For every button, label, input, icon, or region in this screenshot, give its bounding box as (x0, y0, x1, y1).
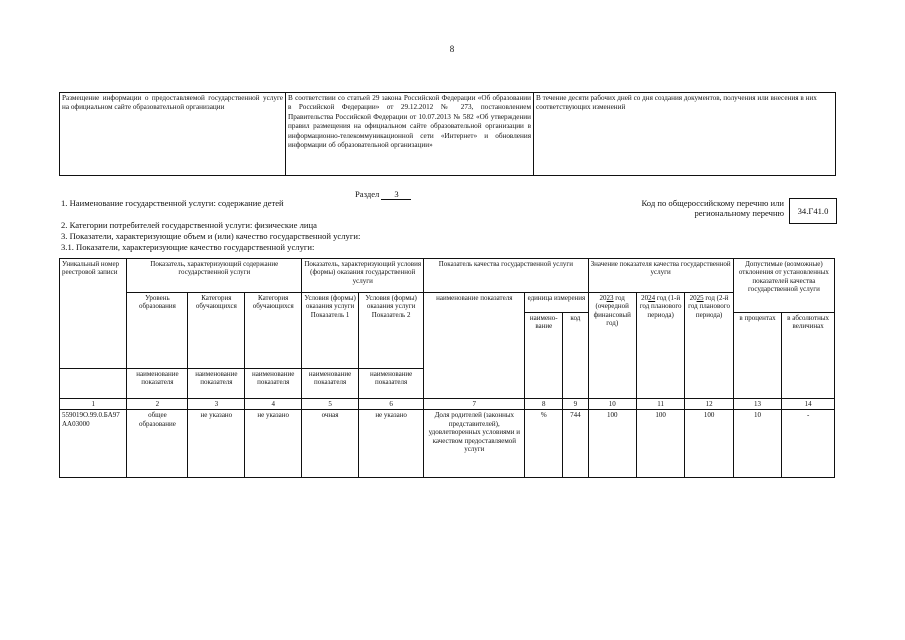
year-2-prefix: 20 (641, 294, 649, 302)
header-indicator-name: наименование показателя (424, 293, 525, 399)
row-value-2: 100 (636, 410, 684, 478)
row-category-1: не указано (188, 410, 245, 478)
col-num: 7 (424, 399, 525, 410)
col-num: 11 (636, 399, 684, 410)
legal-basis-cell: В соответствии со статьей 29 закона Российской Федерации «Об образовании в Российской Федерации» от 29.12.2012 № 273, постановлением Правительства Российской Федерации от 10.07.2013 № 582 «Об утверждении правил размещения на официальном сайте образовательной организации в информационно-телекоммуникационной сети «Интернет» и обновления информации об образовательной организации» (286, 93, 534, 176)
col-num: 14 (782, 399, 835, 410)
row-indicator: Доля родителей (законных представителей), удовлетворенных условиями и качеством предоставляемой услуги (424, 410, 525, 478)
indicators-line: 3. Показатели, характеризующие объем и (или) качество государственной услуги: (61, 231, 361, 241)
col-num: 10 (588, 399, 636, 410)
year-1-suffix: год (очередной финансовый год) (593, 294, 631, 328)
header-condition-2: Условия (формы) оказания услуги Показатель 2 (358, 293, 423, 369)
col-num: 5 (302, 399, 359, 410)
col-num: 8 (525, 399, 563, 410)
header-unit-name: наимено-вание (525, 313, 563, 399)
code-label: Код по общероссийскому перечню или региональному перечню (641, 198, 784, 219)
col-num: 2 (127, 399, 188, 410)
quality-indicators-table (59, 258, 835, 478)
year-2-suffix: год (1-й год планового периода) (639, 294, 682, 319)
header-deviation: Допустимые (возможные) отклонения от установленных показателей качества государственной услуги (733, 259, 834, 313)
section-label: Раздел (355, 189, 380, 199)
section-heading (355, 189, 411, 200)
header-condition-1: Условия (формы) оказания услуги Показатель 1 (302, 293, 359, 369)
header-content: Показатель, характеризующий содержание государственной услуги (127, 259, 302, 293)
header-year-2 (636, 293, 684, 399)
year-2-value: 24 (648, 294, 656, 302)
row-condition-1: очная (302, 410, 359, 478)
quality-line: 3.1. Показатели, характеризующие качество государственной услуги: (61, 242, 315, 252)
name-label-3: наименование показателя (188, 369, 245, 399)
name-label-6: наименование показателя (358, 369, 423, 399)
column-number-row (60, 399, 835, 410)
row-percent: 10 (733, 410, 781, 478)
row-code: 559019О.99.0.БА97АА03000 (60, 410, 127, 478)
row-category-2: не указано (245, 410, 302, 478)
year-3-value: 25 (696, 294, 704, 302)
row-value-3: 100 (685, 410, 733, 478)
header-level: Уровень образования (127, 293, 188, 369)
row-absolute: - (782, 410, 835, 478)
header-percent: в процентах (733, 313, 781, 399)
year-3-suffix: год (2-й год планового периода) (688, 294, 730, 319)
placement-cell: Размещение информации о предоставляемой государственной услуге на официальном сайте образовательной организации (60, 93, 286, 176)
year-3-prefix: 20 (689, 294, 697, 302)
header-unit-code: код (563, 313, 588, 399)
header-conditions: Показатель, характеризующий условия (формы) оказания государственной услуги (302, 259, 424, 293)
name-label-5: наименование показателя (302, 369, 359, 399)
col-num: 9 (563, 399, 588, 410)
header-unit: единица измерения (525, 293, 588, 313)
col-num: 6 (358, 399, 423, 410)
header-unique-number: Уникальный номер реестровой записи (60, 259, 127, 369)
year-1-prefix: 20 (599, 294, 607, 302)
frequency-cell: В течение десяти рабочих дней со дня создания документов, получения или внесения в них соответствующих изменений (534, 93, 836, 176)
header-year-1 (588, 293, 636, 399)
table-row (60, 410, 835, 478)
header-category-2: Категория обучающихся (245, 293, 302, 369)
col-num: 4 (245, 399, 302, 410)
page-number: 8 (449, 44, 455, 54)
name-label-1 (60, 369, 127, 399)
section-number: 3 (381, 189, 411, 200)
consumers-line: 2. Категории потребителей государственной услуги: физические лица (61, 220, 317, 230)
col-num: 13 (733, 399, 781, 410)
year-1-value: 23 (606, 294, 614, 302)
col-num: 12 (685, 399, 733, 410)
header-value: Значение показателя качества государственной услуги (588, 259, 733, 293)
code-box: 34.Г41.0 (789, 198, 837, 224)
row-value-1: 100 (588, 410, 636, 478)
service-name-line: 1. Наименование государственной услуги: содержание детей (61, 198, 284, 208)
col-num: 3 (188, 399, 245, 410)
row-unit: % (525, 410, 563, 478)
header-category-1: Категория обучающихся (188, 293, 245, 369)
row-unit-code: 744 (563, 410, 588, 478)
name-label-2: наименование показателя (127, 369, 188, 399)
name-label-4: наименование показателя (245, 369, 302, 399)
col-num: 1 (60, 399, 127, 410)
header-year-3 (685, 293, 733, 399)
info-placement-table (59, 92, 836, 176)
row-condition-2: не указано (358, 410, 423, 478)
header-absolute: в абсолютных величинах (782, 313, 835, 399)
row-level: общее образование (127, 410, 188, 478)
header-quality-indicator: Показатель качества государственной услуги (424, 259, 588, 293)
